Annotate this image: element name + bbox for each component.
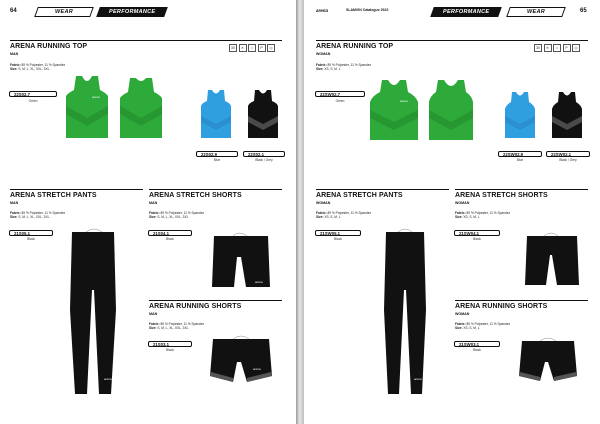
section-title: ARENA RUNNING SHORTS: [149, 303, 242, 310]
color-label: Blue: [516, 158, 524, 162]
no-dry-clean-icon: P: [258, 44, 266, 52]
tumble-dry-icon: ◎: [267, 44, 275, 52]
green-tank-top-back: [118, 78, 164, 138]
black-running-shorts: [209, 336, 273, 386]
spec-block: Fabric: 89 % Polyester, 11 % Spandex Size: S, M, L, XL, XXL, 3XL: [149, 211, 205, 220]
svg-text:arena: arena: [400, 99, 408, 103]
gender-label: WOMAN: [455, 312, 470, 316]
tumble-dry-icon: ◎: [572, 44, 580, 52]
wash-30-icon: 30: [534, 44, 542, 52]
tab-performance[interactable]: PERFORMANCE: [96, 7, 168, 17]
spec-block: Fabric: 89 % Polyester, 11 % Spandex Size: S, M, L, XL, XXL, 3XL: [149, 322, 205, 331]
spec-block: Fabric: 89 % Polyester, 11 % Spandex Size: XS, S, M, L: [316, 211, 372, 220]
left-page: [0, 0, 296, 424]
product-code: 22SW02.7: [315, 91, 365, 97]
product-code: 21S03.1: [148, 341, 192, 347]
section-divider: [316, 40, 588, 41]
color-label: Blue: [213, 158, 221, 162]
no-bleach-icon: ✕: [544, 44, 552, 52]
spec-block: Fabric: 89 % Polyester, 11 % Spandex Size: XS, S, M, L: [316, 63, 372, 72]
black-grey-tank-top: [246, 90, 280, 138]
right-page: [304, 0, 600, 424]
section-divider: [149, 300, 282, 301]
book-gutter: [296, 0, 304, 424]
gender-label: MAN: [10, 201, 19, 205]
svg-text:arena: arena: [104, 377, 112, 381]
spec-block: Fabric: 89 % Polyester, 11 % Spandex Size: XS, S, M, L: [455, 322, 511, 331]
svg-text:arena: arena: [255, 280, 263, 284]
section-title: ARENA STRETCH PANTS: [316, 192, 403, 199]
catalog-title: SLAMVIN Catalogue 2022: [346, 8, 389, 12]
gender-label: MAN: [149, 201, 158, 205]
green-tank-top-back: [428, 80, 474, 140]
svg-text:arena: arena: [92, 95, 100, 99]
page-number: 64: [10, 8, 17, 14]
section-divider: [10, 189, 143, 190]
color-label: Green: [28, 99, 38, 103]
gender-label: WOMAN: [316, 52, 331, 56]
gender-label: MAN: [10, 52, 19, 56]
color-label: Black: [473, 348, 481, 352]
wash-30-icon: 30: [229, 44, 237, 52]
section-divider: [455, 189, 588, 190]
section-divider: [455, 300, 588, 301]
section-title: ARENA RUNNING TOP: [316, 43, 394, 50]
section-title: ARENA STRETCH SHORTS: [149, 192, 242, 199]
no-dry-clean-icon: P: [563, 44, 571, 52]
page-number: 65: [580, 8, 587, 14]
tab-performance[interactable]: PERFORMANCE: [430, 7, 502, 17]
green-tank-top-front: [368, 80, 420, 140]
blue-tank-top: [199, 90, 233, 138]
product-code: 21SW04.1: [454, 230, 500, 236]
section-divider: [316, 189, 449, 190]
section-title: ARENA STRETCH PANTS: [10, 192, 97, 199]
section-title: ARENA STRETCH SHORTS: [455, 192, 548, 199]
product-code: 22S02.9: [196, 151, 238, 157]
color-label: Black: [27, 237, 35, 241]
care-icons: [229, 44, 275, 52]
section-divider: [149, 189, 282, 190]
tab-wear[interactable]: WEAR: [34, 7, 94, 17]
color-label: Black: [166, 348, 174, 352]
product-code: 22S02.1: [243, 151, 285, 157]
color-label: Black: [166, 237, 174, 241]
black-stretch-shorts: [524, 233, 580, 287]
product-code: 21S04.1: [148, 230, 192, 236]
black-stretch-pants: [66, 230, 120, 396]
product-code: 22S02.7: [9, 91, 57, 97]
brand-logo: arena: [316, 8, 329, 13]
black-grey-tank-top: [550, 92, 584, 138]
gender-label: MAN: [149, 312, 158, 316]
iron-low-icon: •: [553, 44, 561, 52]
product-code: 22SW02.9: [498, 151, 542, 157]
color-label: Black / Grey: [255, 158, 273, 162]
no-bleach-icon: ✕: [239, 44, 247, 52]
product-code: 21SW03.1: [454, 341, 500, 347]
product-code: 21SW05.1: [315, 230, 361, 236]
black-stretch-pants: [380, 230, 430, 396]
spec-block: Fabric: 89 % Polyester, 11 % Spandex Size: S, M, L, XL, XXL, 3XL: [10, 211, 66, 220]
svg-text:arena: arena: [414, 377, 422, 381]
spec-block: Fabric: 89 % Polyester, 11 % Spandex Size: S, M, L, XL, XXL, 3XL: [10, 63, 66, 72]
color-label: Green: [335, 99, 345, 103]
color-label: Black / Grey: [559, 158, 577, 162]
color-label: Black: [334, 237, 342, 241]
black-stretch-shorts: [211, 233, 271, 289]
tab-wear[interactable]: WEAR: [506, 7, 566, 17]
section-title: ARENA RUNNING TOP: [10, 43, 88, 50]
iron-low-icon: •: [248, 44, 256, 52]
color-label: Black: [473, 237, 481, 241]
care-icons: [534, 44, 580, 52]
gender-label: WOMAN: [455, 201, 470, 205]
green-tank-top-front: [62, 76, 112, 138]
svg-text:arena: arena: [253, 367, 261, 371]
product-code: 22SW02.1: [546, 151, 590, 157]
black-running-shorts: [518, 338, 578, 384]
section-title: ARENA RUNNING SHORTS: [455, 303, 548, 310]
spec-block: Fabric: 89 % Polyester, 11 % Spandex Size: XS, S, M, L: [455, 211, 511, 220]
gender-label: WOMAN: [316, 201, 331, 205]
product-code: 21S05.1: [9, 230, 53, 236]
blue-tank-top: [503, 92, 537, 138]
section-divider: [10, 40, 282, 41]
